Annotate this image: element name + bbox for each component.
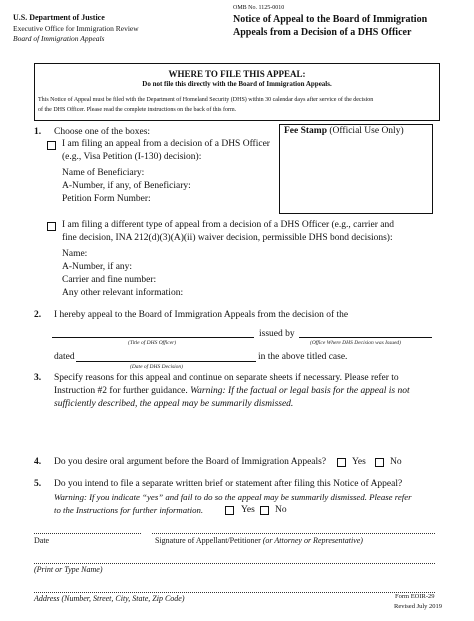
carrier-fine-number-field[interactable]: Carrier and fine number: (62, 275, 157, 285)
where-heading: WHERE TO FILE THIS APPEAL: (168, 69, 306, 79)
q1-option1-line1: I am filing an appeal from a decision of a DHS Officer (62, 139, 270, 149)
q3-line1: Specify reasons for this appeal and continue on separate sheets if necessary. Please refer to (54, 373, 399, 383)
issued-by-label: issued by (259, 329, 295, 339)
q5-no-checkbox[interactable] (260, 506, 269, 515)
q5-no-label: No (275, 505, 287, 515)
anumber-field[interactable]: A-Number, if any: (62, 262, 133, 272)
q4-yes-checkbox[interactable] (337, 458, 346, 467)
other-info-field[interactable]: Any other relevant information: (62, 288, 184, 298)
q3-line3: sufficiently described, the appeal may be summarily dismissed. (54, 399, 294, 409)
q1-option2-checkbox[interactable] (47, 222, 56, 231)
in-case-text: in the above titled case. (258, 352, 348, 362)
q5-yes-label: Yes (241, 505, 255, 515)
beneficiary-name-field[interactable]: Name of Beneficiary: (62, 168, 145, 178)
issuing-office-input[interactable] (299, 337, 432, 338)
print-name-label: (Print or Type Name) (34, 565, 103, 574)
q1-option1-line2: (e.g., Visa Petition (I-130) decision): (62, 152, 202, 162)
q1-option2-line2: fine decision, INA 212(d)(3)(A)(ii) waiver decision, permissible DHS bond decisions): (62, 233, 393, 243)
signature-input[interactable] (152, 533, 435, 534)
form-title-line2: Appeals from a Decision of a DHS Officer (233, 27, 412, 38)
fee-stamp-box (279, 124, 433, 214)
appellant-name-field[interactable]: Name: (62, 249, 88, 259)
q5-line2: Warning: If you indicate “yes” and fail to do so the appeal may be summarily dismissed. Please refer (54, 492, 412, 502)
q5-line1: Do you intend to file a separate written brief or statement after filing this Notice of Appeal? (54, 479, 403, 489)
q2-text: I hereby appeal to the Board of Immigration Appeals from the decision of the (54, 310, 349, 320)
q4-no-label: No (390, 457, 402, 467)
q1-option2-line1: I am filing a different type of appeal from a decision of a DHS Officer (e.g., carrier and (62, 220, 395, 230)
decision-date-input[interactable] (76, 361, 256, 362)
date-caption: (Date of DHS Decision) (130, 364, 184, 370)
where-to-file-box (34, 63, 440, 121)
q5-number: 5. (34, 479, 42, 489)
q1-option1-checkbox[interactable] (47, 141, 56, 150)
beneficiary-anumber-field[interactable]: A-Number, if any, of Beneficiary: (62, 181, 191, 191)
q1-number: 1. (34, 127, 42, 137)
q3-line2: Instruction #2 for further guidance. Warning: If the factual or legal basis for the appeal is not (54, 386, 410, 396)
address-label: Address (Number, Street, City, State, Zip Code) (34, 594, 185, 603)
where-body-line2: of the DHS Officer. Please read the complete instructions on the back of this form. (38, 107, 237, 113)
print-name-input[interactable] (34, 563, 435, 564)
board-name: Board of Immigration Appeals (13, 34, 105, 43)
date-label: Date (34, 536, 50, 545)
q4-text: Do you desire oral argument before the Board of Immigration Appeals? (54, 457, 327, 467)
q4-yes-label: Yes (352, 457, 366, 467)
form-number: Form EOIR-29 (395, 593, 435, 600)
title-caption: (Title of DHS Officer) (128, 340, 177, 346)
q4-number: 4. (34, 457, 42, 467)
q4-no-checkbox[interactable] (375, 458, 384, 467)
date-signed-input[interactable] (34, 533, 141, 534)
office-name: Executive Office for Immigration Review (13, 24, 139, 33)
q3-number: 3. (34, 373, 42, 383)
where-subheading: Do not file this directly with the Board of Immigration Appeals. (142, 80, 332, 88)
address-input[interactable] (34, 592, 435, 593)
form-title-line1: Notice of Appeal to the Board of Immigration (233, 14, 428, 25)
q5-yes-checkbox[interactable] (225, 506, 234, 515)
office-caption: (Office Where DHS Decision was Issued) (310, 340, 401, 346)
q5-line3: to the Instructions for further information. (54, 505, 204, 515)
petition-form-number-field[interactable]: Petition Form Number: (62, 194, 151, 204)
dhs-officer-title-input[interactable] (52, 337, 254, 338)
signature-label: Signature of Appellant/Petitioner (or Attorney or Representative) (155, 536, 363, 545)
revision-date: Revised July 2019 (394, 603, 443, 610)
omb-number: OMB No. 1125-0010 (233, 5, 285, 11)
fee-stamp-label: Fee Stamp (Official Use Only) (284, 126, 404, 136)
agency-name: U.S. Department of Justice (13, 13, 105, 22)
q2-number: 2. (34, 310, 42, 320)
dated-label: dated (54, 352, 75, 362)
q1-prompt: Choose one of the boxes: (54, 127, 151, 137)
where-body-line1: This Notice of Appeal must be filed with the Department of Homeland Security (DHS) within 30 calendar days after service of the decision (38, 97, 374, 103)
